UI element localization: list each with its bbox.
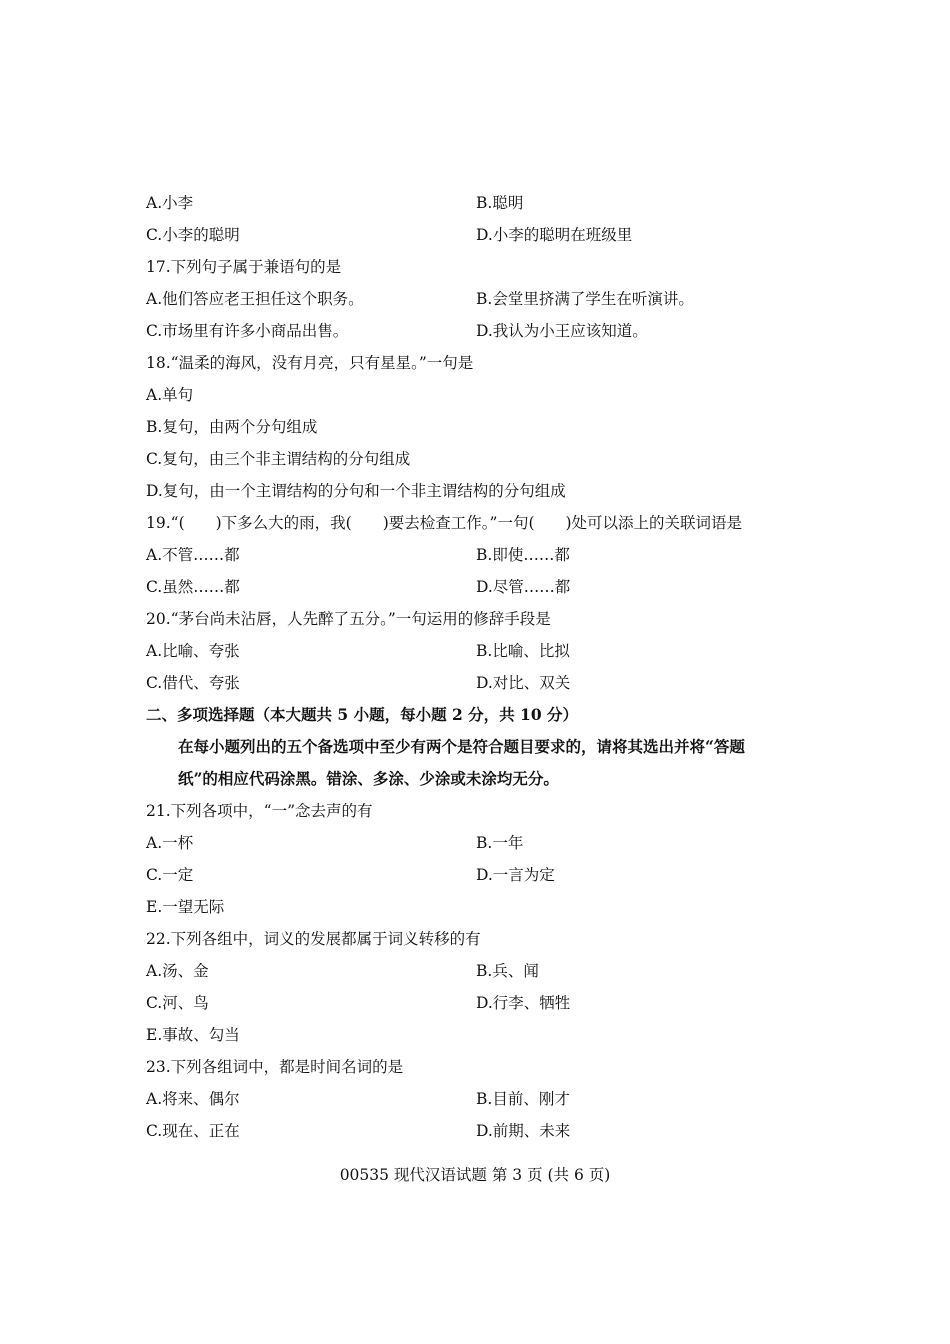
q17-option-a: A.他们答应老王担任这个职务。: [146, 290, 364, 308]
q16-option-b: B.聪明: [476, 194, 524, 212]
q19-option-b: B.即使……都: [476, 546, 570, 564]
q21-option-d: D.一言为定: [476, 866, 555, 884]
q20-stem: 20.“茅台尚未沾唇，人先醉了五分。”一句运用的修辞手段是: [146, 610, 551, 628]
q22-option-c: C.河、鸟: [146, 994, 209, 1012]
q17-option-c: C.市场里有许多小商品出售。: [146, 322, 349, 340]
q20-option-c: C.借代、夸张: [146, 674, 240, 692]
q18-stem: 18.“温柔的海风，没有月亮，只有星星。”一句是: [146, 354, 474, 372]
section2-instruction-line1: 在每小题列出的五个备选项中至少有两个是符合题目要求的，请将其选出并将“答题: [178, 737, 745, 756]
section2-title: 二、多项选择题（本大题共 5 小题，每小题 2 分，共 10 分）: [146, 705, 579, 724]
q21-option-b: B.一年: [476, 834, 524, 852]
q18-option-a: A.单句: [146, 386, 194, 404]
page-footer: 00535 现代汉语试题 第 3 页 (共 6 页): [339, 1166, 611, 1184]
q17-option-d: D.我认为小王应该知道。: [476, 322, 648, 340]
q16-option-c: C.小李的聪明: [146, 226, 240, 244]
q23-option-d: D.前期、未来: [476, 1122, 571, 1140]
q19-option-a: A.不管……都: [146, 546, 240, 564]
q20-option-b: B.比喻、比拟: [476, 642, 570, 660]
q22-option-b: B.兵、闻: [476, 962, 539, 980]
q19-stem: 19.“( )下多么大的雨，我( )要去检查工作。”一句( )处可以添上的关联词语是: [146, 514, 743, 532]
q22-option-a: A.汤、金: [146, 962, 209, 980]
q19-option-c: C.虽然……都: [146, 578, 240, 596]
q22-stem: 22.下列各组中，词义的发展都属于词义转移的有: [146, 930, 481, 948]
q16-option-d: D.小李的聪明在班级里: [476, 226, 633, 244]
q21-option-e: E.一望无际: [146, 898, 225, 916]
q21-stem: 21.下列各项中，“一”念去声的有: [146, 802, 373, 820]
q17-option-b: B.会堂里挤满了学生在听演讲。: [476, 290, 694, 308]
q23-option-c: C.现在、正在: [146, 1122, 240, 1140]
q18-option-b: B.复句，由两个分句组成: [146, 418, 318, 436]
q19-option-d: D.尽管……都: [476, 578, 571, 596]
q20-option-d: D.对比、双关: [476, 674, 571, 692]
q21-option-c: C.一定: [146, 866, 194, 884]
q20-option-a: A.比喻、夸张: [146, 642, 240, 660]
q22-option-d: D.行李、牺牲: [476, 994, 571, 1012]
q17-stem: 17.下列句子属于兼语句的是: [146, 258, 342, 276]
q16-option-a: A.小李: [146, 194, 194, 212]
q18-option-d: D.复句，由一个主谓结构的分句和一个非主谓结构的分句组成: [146, 482, 566, 500]
q23-option-a: A.将来、偶尔: [146, 1090, 240, 1108]
q21-option-a: A.一杯: [146, 834, 194, 852]
q23-option-b: B.目前、刚才: [476, 1090, 570, 1108]
q22-option-e: E.事故、勾当: [146, 1026, 240, 1044]
q23-stem: 23.下列各组词中，都是时间名词的是: [146, 1058, 404, 1076]
section2-instruction-line2: 纸”的相应代码涂黑。错涂、多涂、少涂或未涂均无分。: [178, 769, 559, 788]
q18-option-c: C.复句，由三个非主谓结构的分句组成: [146, 450, 411, 468]
